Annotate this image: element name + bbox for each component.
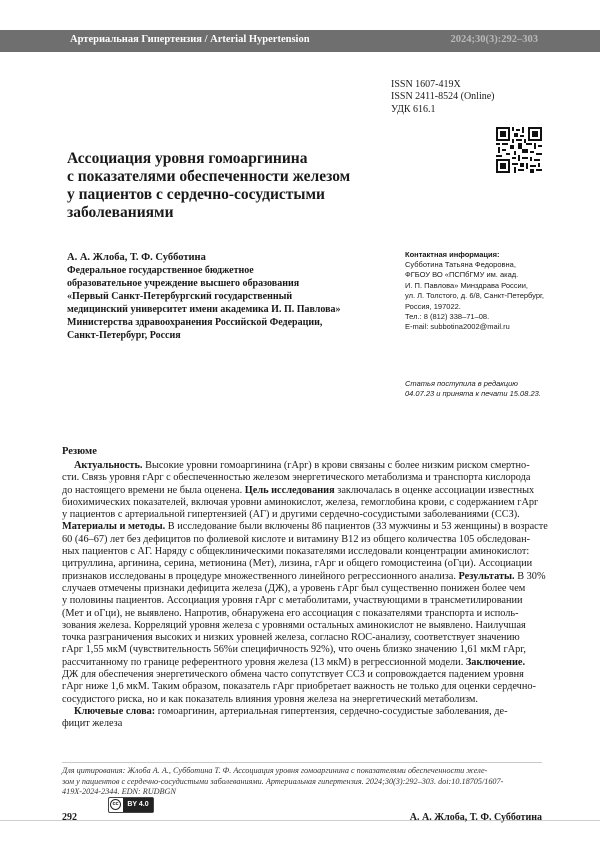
affiliation-line: Федеральное государственное бюджетное xyxy=(67,265,254,276)
abstract-text-run: (Мет и оГци), не выявлено. Напротив, обнаружена его ассоциация с показателями транспорта и исполь- xyxy=(62,607,519,619)
citation-line: Для цитирования: Жлоба А. А., Субботина Т. Ф. Ассоциация уровня гомоаргинина с показателями обеспеченности желе- xyxy=(62,766,488,775)
received-dates xyxy=(405,379,565,399)
abstract-bold-run: Ключевые слова: xyxy=(74,705,156,717)
contact-info xyxy=(405,250,565,333)
abstract-line xyxy=(62,694,542,706)
issn-print: ISSN 1607-419X xyxy=(391,79,461,90)
abstract-line xyxy=(62,595,542,607)
abstract-bold-run: Заключение. xyxy=(465,656,526,668)
abstract-line xyxy=(62,460,542,472)
contact-email: E-mail: subbotina2002@mail.ru xyxy=(405,322,510,332)
abstract-line xyxy=(62,620,542,632)
abstract-text-run: цитруллина, аргинина, серина, метионина (Мет), лизина, гАрг и общего гомоцистеина (оГци). Ассоциации xyxy=(62,558,533,570)
page-number: 292 xyxy=(62,812,77,823)
abstract-text-run: Высокие уровни гомоаргинина (гАрг) в крови связаны с более низким риском смертно- xyxy=(142,460,530,471)
abstract-line xyxy=(62,509,542,521)
citation-line: 419X-2024-2344. EDN: RUDBGN xyxy=(62,787,176,797)
contact-line: Россия, 197022. xyxy=(405,301,461,311)
abstract-line xyxy=(62,669,542,681)
qr-code-icon xyxy=(496,127,542,173)
abstract-line xyxy=(62,570,546,583)
contact-line: И. П. Павлова» Минздрава России, xyxy=(405,280,528,290)
abstract-text-run: у половины пациентов. Ассоциация уровня гАрг с метаболитами, участвующими в трансметилировании xyxy=(62,595,523,607)
abstract-line xyxy=(62,608,542,620)
title-line: с показателями обеспеченности железом xyxy=(67,168,351,185)
affiliation-line: образовательное учреждение высшего образования xyxy=(67,277,300,289)
abstract-bold-run: Актуальность. xyxy=(74,460,143,471)
issue-reference: 2024;30(3):292–303 xyxy=(450,34,538,45)
issn-online: ISSN 2411-8524 (Online) xyxy=(391,91,495,103)
abstract-text-run: ных пациентов с АГ. Наряду с общеклиническими показателями исследовали концентрации аминокислот: xyxy=(62,546,530,558)
abstract-text-run: зования железа. Корреляций уровня железа с уровнями остальных аминокислот не выявлено. Наилучшая xyxy=(62,619,526,631)
abstract-text-run: фицит железа xyxy=(62,718,123,730)
abstract-text-run: заключалась в оценке ассоциации известных xyxy=(334,484,535,496)
title-line: заболеваниями xyxy=(67,204,174,221)
abstract-line xyxy=(62,534,542,546)
abstract-text-run: рассчитанному по границе референтного уровня железа (13 мкМ) в регрессионной модели. xyxy=(62,656,466,668)
abstract-line xyxy=(62,485,542,497)
abstract-text-run: биохимических показателей, включая уровни аминокислот, железа, гемоглобина крови, с содержанием гАрг xyxy=(62,496,539,508)
citation-divider xyxy=(62,762,542,763)
abstract-line xyxy=(62,632,542,644)
abstract-line xyxy=(62,718,542,730)
abstract-text-run: признаков исследованы в процедуре множественного линейного регрессионного анализа. xyxy=(62,570,459,582)
udk-code: УДК 616.1 xyxy=(391,103,436,115)
article-title xyxy=(67,150,397,222)
abstract-text-run: у пациентов с артериальной гипертензией (АГ) и другими сердечно-сосудистыми заболеваниями (ССЗ). xyxy=(62,509,520,521)
contact-line: Тел.: 8 (812) 338–71–08. xyxy=(405,312,490,322)
license-label: BY 4.0 xyxy=(123,798,153,812)
abstract-line xyxy=(62,472,542,484)
abstract-text-run: точка разграничения высоких и низких уровней железа, согласно ROC-анализу, соответствует значению xyxy=(62,632,520,644)
title-line: у пациентов с сердечно-сосудистыми xyxy=(67,186,325,203)
abstract-line xyxy=(62,681,542,693)
abstract-line xyxy=(62,583,542,595)
abstract-text-run: до настоящего времени не была оценена. xyxy=(62,484,245,496)
affiliation-line: медицинский университет имени академика И. П. Павлова» xyxy=(67,303,341,315)
abstract-line xyxy=(62,644,542,656)
journal-header-band xyxy=(0,30,600,52)
title-line: Ассоциация уровня гомоаргинина xyxy=(67,150,308,167)
affiliation-line: «Первый Санкт-Петербургский государственный xyxy=(67,290,293,302)
abstract-text-run: сти. Связь уровня гАрг с обеспеченностью железом энергетического метаболизма и транспорта кислорода xyxy=(62,472,531,484)
author-names: А. А. Жлоба, Т. Ф. Субботина xyxy=(67,252,206,263)
received-line: 04.07.23 и принята к печати 15.08.23. xyxy=(405,389,541,398)
abstract-line xyxy=(62,657,542,669)
journal-name: Артериальная Гипертензия / Arterial Hypertension xyxy=(70,34,310,45)
abstract-text-run: В 30% xyxy=(514,570,546,582)
abstract-body xyxy=(62,460,548,731)
contact-line: ФГБОУ ВО «ПСПбГМУ им. акад. xyxy=(405,270,519,280)
citation-line: зом у пациентов с сердечно-сосудистыми заболеваниями. Артериальная гипертензия. 2024;30(3):292–303. doi:10.18705/1607- xyxy=(62,776,504,786)
abstract-line xyxy=(62,497,542,509)
cc-license-badge[interactable] xyxy=(108,797,154,813)
contact-title: Контактная информация: xyxy=(405,250,500,259)
received-line: Статья поступила в редакцию xyxy=(405,379,518,388)
abstract-bold-run: Материалы и методы. xyxy=(62,521,166,533)
abstract-text-run: гАрг 1,55 мкМ (чувствительность 56%и специфичность 92%), что очень близко значению 1,61 мкМ гАрг, xyxy=(62,644,526,656)
contact-line: ул. Л. Толстого, д. 6/8, Санкт-Петербург, xyxy=(405,291,544,301)
abstract-line xyxy=(62,546,542,558)
abstract-line xyxy=(62,558,542,570)
affiliation-line: Санкт-Петербург, Россия xyxy=(67,329,181,341)
abstract-text-run: гАрг ниже 1,6 мкМ. Таким образом, показатель гАрг приобретает важность не только для оценки сердечно- xyxy=(62,681,536,693)
abstract-bold-run: Цель исследования xyxy=(244,484,335,496)
abstract-bold-run: Результаты. xyxy=(458,570,515,582)
abstract-text-run: ДЖ для обеспечения энергетического обмена часто сопутствует ССЗ и сопровождается падением уровня xyxy=(62,669,524,681)
abstract-line xyxy=(62,521,548,533)
affiliation-line: Министерства здравоохранения Российской Федерации, xyxy=(67,316,323,328)
abstract-text-run: гомоаргинин, артериальная гипертензия, сердечно-сосудистые заболевания, де- xyxy=(155,705,508,717)
abstract-text-run: 60 (46–67) лет без дефицитов по фолиевой кислоте и витамину B12 из общего количества 105 обследован- xyxy=(62,533,531,545)
contact-line: Субботина Татьяна Федоровна, xyxy=(405,260,516,269)
cc-icon: cc xyxy=(110,799,121,810)
abstract-heading: Резюме xyxy=(62,446,97,457)
abstract-line xyxy=(62,706,542,718)
affiliation xyxy=(67,265,397,342)
abstract-text-run: случаев отмечены признаки дефицита железа (ДЖ), а уровень гАрг был существенно понижен более чем xyxy=(62,582,526,594)
abstract-text-run: сосудистого риска, но и как показатель влияния уровня железа на энергетический метаболизм. xyxy=(62,693,478,705)
abstract-text-run: В исследование были включены 86 пациентов (33 мужчины и 53 женщины) в возрасте xyxy=(165,521,548,533)
issn-block xyxy=(391,79,495,116)
citation xyxy=(62,766,542,798)
footer-authors: А. А. Жлоба, Т. Ф. Субботина xyxy=(409,812,542,823)
